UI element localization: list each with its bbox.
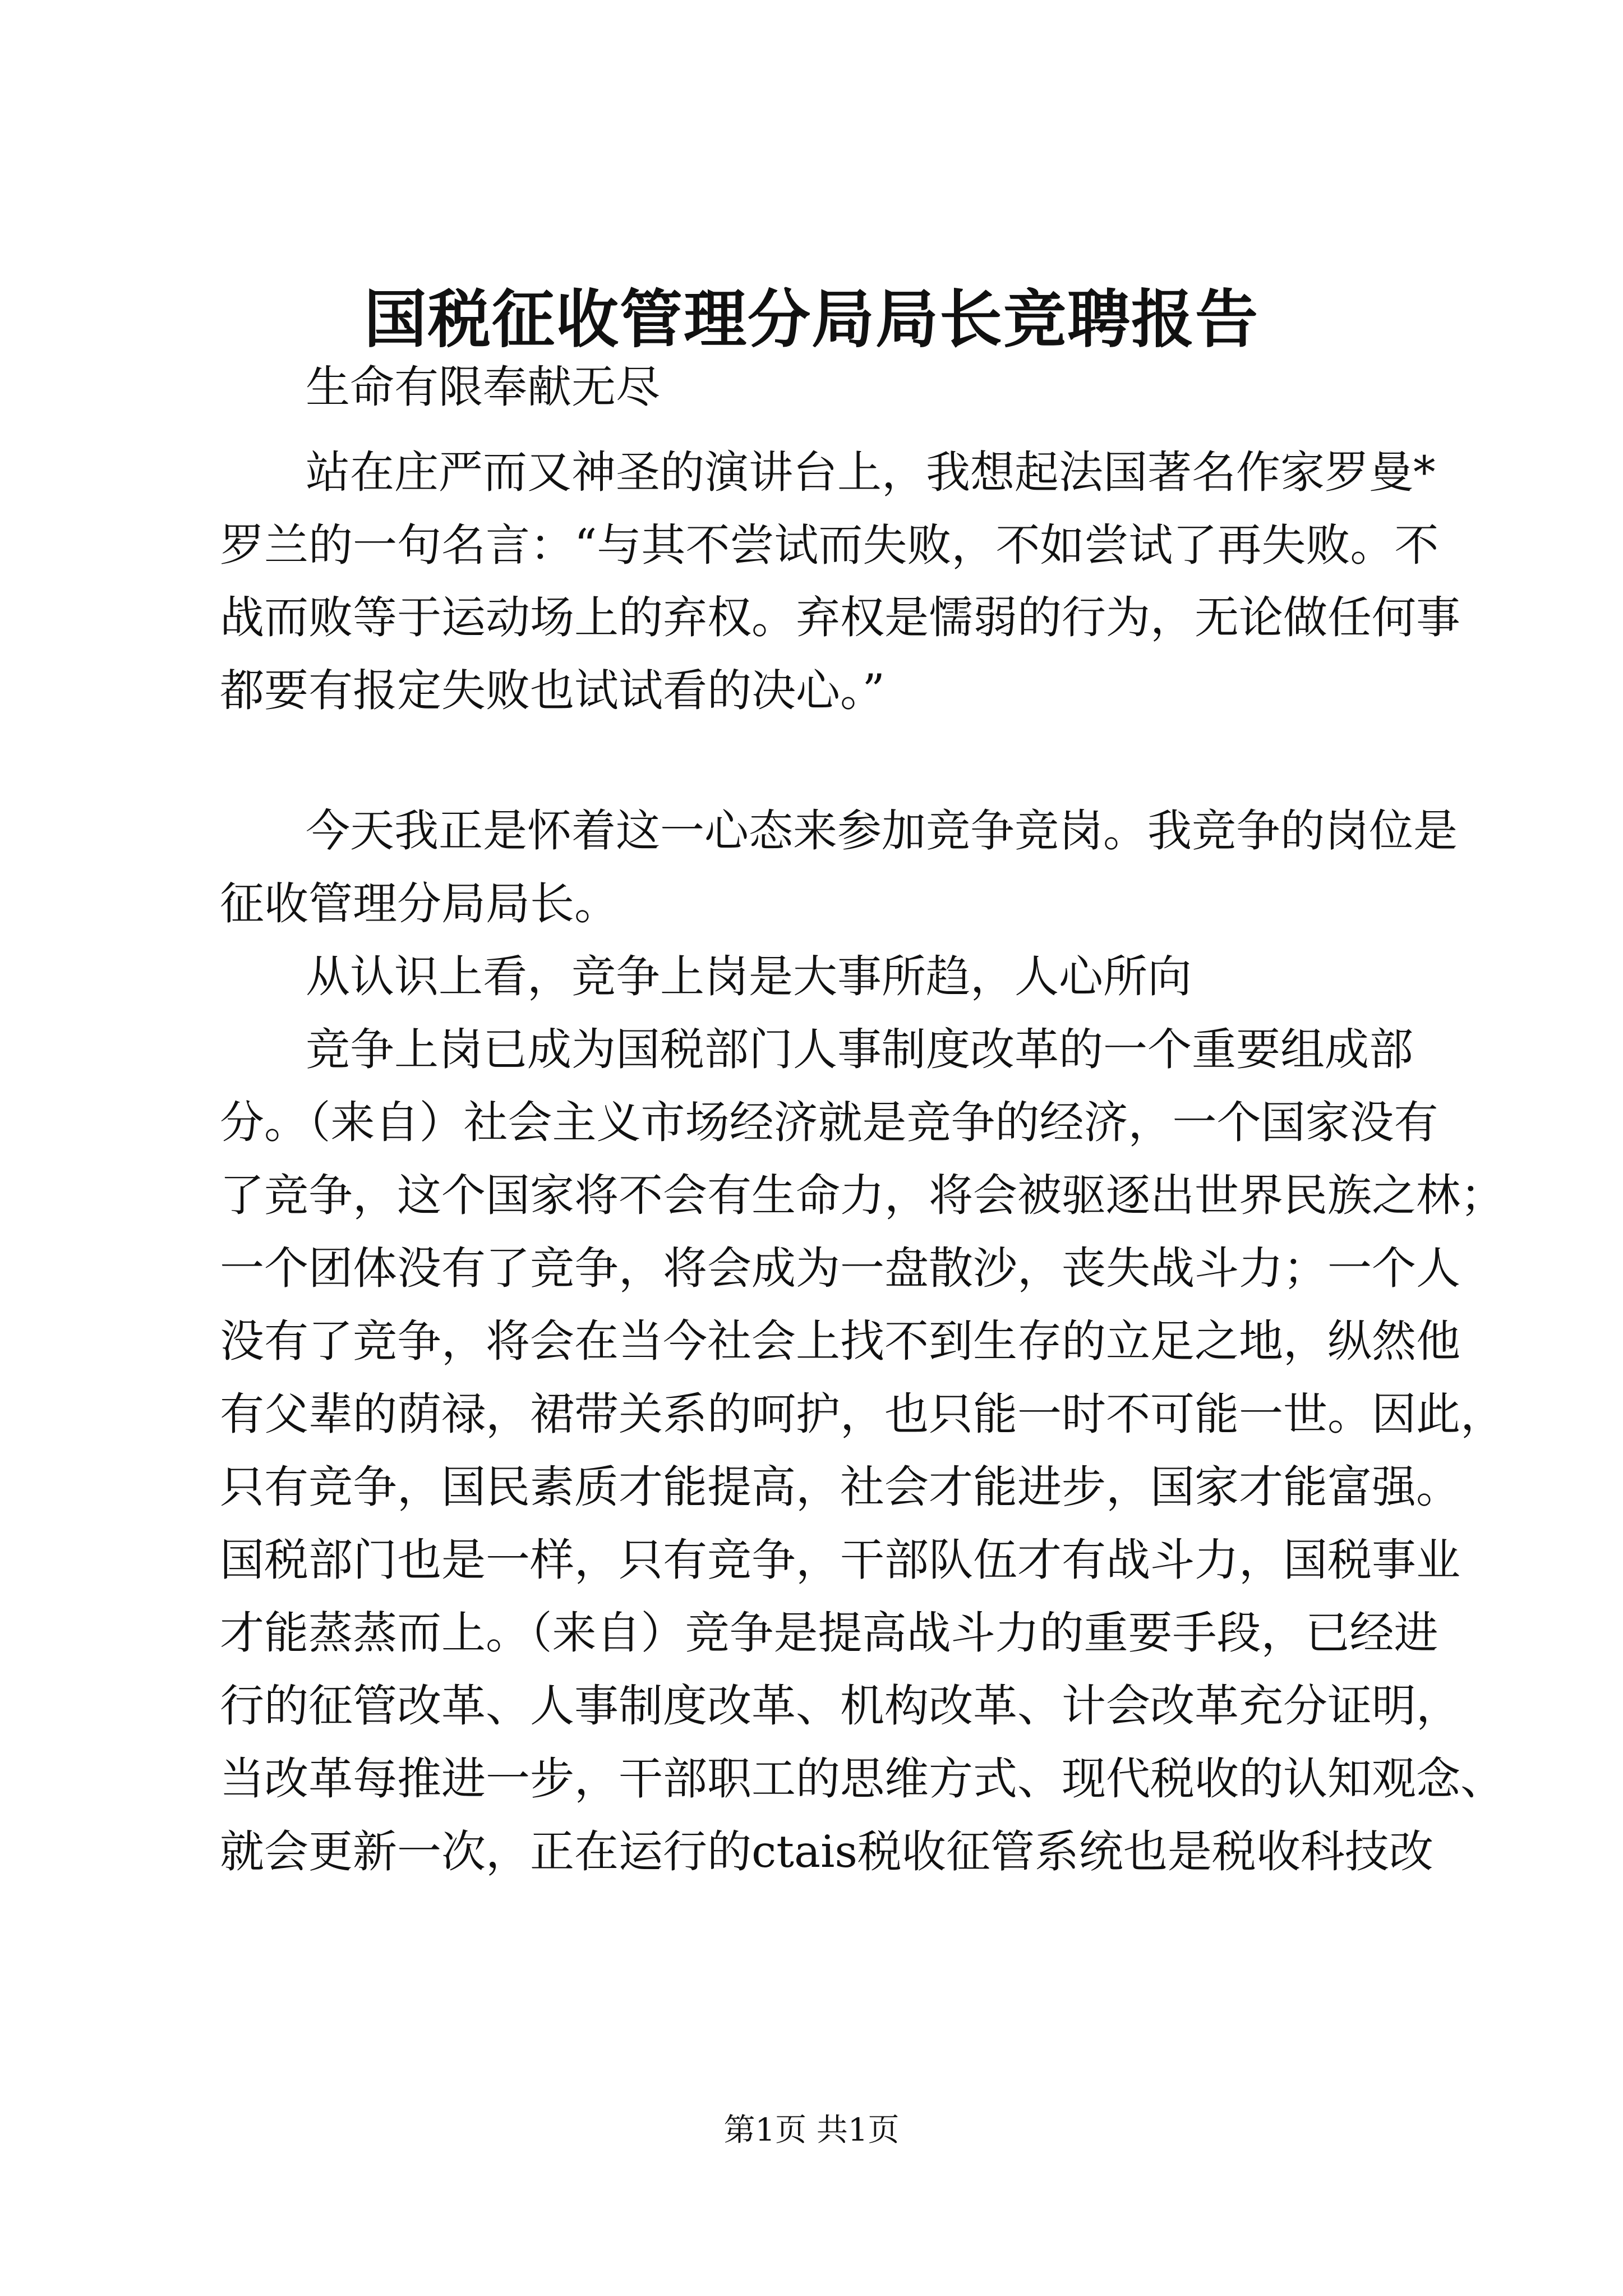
paragraph-line: 都要有报定失败也试试看的决心。” [220,665,885,716]
paragraph-line: 一个团体没有了竞争，将会成为一盘散沙，丧失战斗力；一个人 [220,1243,1460,1294]
paragraph-line: 就会更新一次，正在运行的ctais税收征管系统也是税收科技改 [220,1826,1433,1878]
paragraph-line: 国税部门也是一样，只有竞争，干部队伍才有战斗力，国税事业 [220,1534,1460,1586]
paragraph-line: 当改革每推进一步，干部职工的思维方式、现代税收的认知观念、 [220,1753,1505,1805]
paragraph-line: 战而败等于运动场上的弃权。弃权是懦弱的行为，无论做任何事 [220,592,1460,643]
paragraph-line: 征收管理分局局长。 [220,878,619,930]
document-title: 国税征收管理分局局长竞聘报告 [364,283,1259,356]
paragraph-line: 才能蒸蒸而上。（来自）竞争是提高战斗力的重要手段，已经进 [220,1607,1438,1659]
paragraph-line: 生命有限奉献无尽 [306,361,660,413]
paragraph-line: 从认识上看，竞争上岗是大事所趋，人心所向 [306,951,1192,1002]
paragraph-line: 分。（来自）社会主义市场经济就是竞争的经济，一个国家没有 [220,1097,1438,1148]
paragraph-line: 有父辈的荫禄，裙带关系的呵护，也只能一时不可能一世。因此， [220,1388,1505,1440]
paragraph-line: 今天我正是怀着这一心态来参加竞争竞岗。我竞争的岗位是 [306,805,1458,857]
paragraph-line: 行的征管改革、人事制度改革、机构改革、计会改革充分证明， [220,1680,1460,1732]
paragraph-line: 只有竞争，国民素质才能提高，社会才能进步，国家才能富强。 [220,1461,1460,1513]
paragraph-line: 罗兰的一句名言：“与其不尝试而失败，不如尝试了再失败。不 [220,519,1439,571]
page-footer: 第1页 共1页 [723,2112,900,2148]
paragraph-line: 没有了竞争，将会在当今社会上找不到生存的立足之地，纵然他 [220,1315,1460,1367]
paragraph-line: 站在庄严而又神圣的演讲台上，我想起法国著名作家罗曼* [306,447,1436,498]
paragraph-line: 竞争上岗已成为国税部门人事制度改革的一个重要组成部 [306,1024,1413,1075]
paragraph-line: 了竞争，这个国家将不会有生命力，将会被驱逐出世界民族之林； [220,1170,1505,1221]
